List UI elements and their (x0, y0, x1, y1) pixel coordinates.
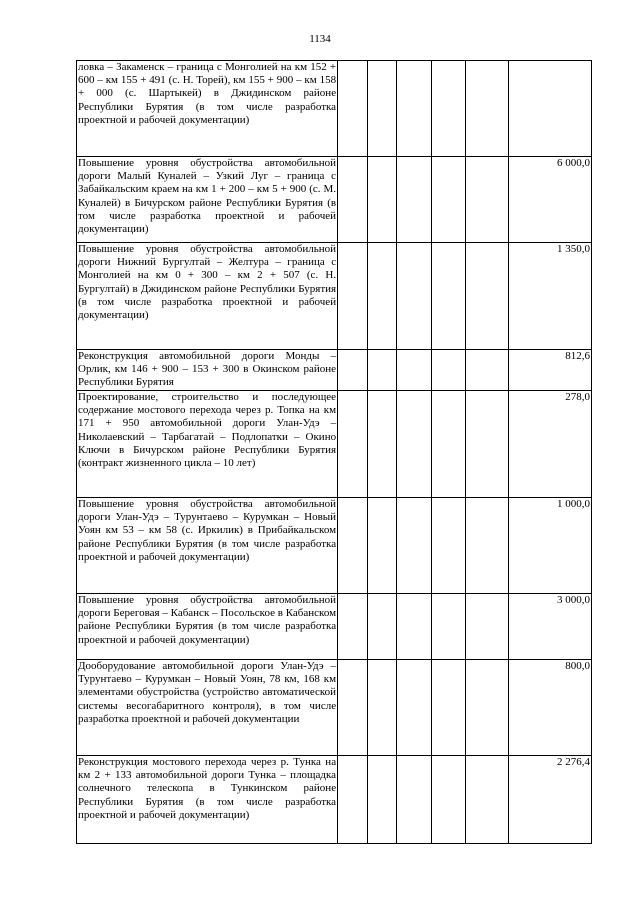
empty-cell (338, 498, 368, 594)
table-body (77, 61, 592, 844)
empty-cell (338, 594, 368, 660)
empty-cell (397, 660, 432, 756)
empty-cell (397, 157, 432, 243)
empty-cell (367, 243, 397, 350)
empty-cell (367, 391, 397, 498)
empty-cell (466, 756, 509, 844)
row-description: Повышение уровня обустройства автомобильной дороги Улан-Удэ – Турунтаево – Курумкан – Новый Уоян км 53 – км 58 (с. Иркилик) в Прибайкальском районе Республики Бурятия (в том числе разработка проектной и рабочей документации) (77, 498, 338, 594)
row-description: Повышение уровня обустройства автомобильной дороги Малый Куналей – Узкий Луг – граница с Забайкальским краем на км 1 + 200 – км 5 + 900 (с. М. Куналей) в Бичурском районе Республики Бурятия (в том числе разработка проектной и рабочей документации) (77, 157, 338, 243)
empty-cell (367, 350, 397, 391)
empty-cell (367, 498, 397, 594)
table-row (77, 157, 592, 243)
empty-cell (397, 61, 432, 157)
empty-cell (367, 61, 397, 157)
empty-cell (397, 756, 432, 844)
empty-cell (397, 391, 432, 498)
row-description: Реконструкция мостового перехода через р. Тунка на км 2 + 133 автомобильной дороги Тунка – площадка солнечного телескопа в Тункинском районе Республики Бурятия (в том числе разработка проектной и рабочей документации) (77, 756, 338, 844)
empty-cell (432, 350, 466, 391)
empty-cell (466, 157, 509, 243)
empty-cell (397, 498, 432, 594)
empty-cell (466, 594, 509, 660)
row-amount: 1 000,0 (509, 498, 592, 594)
empty-cell (367, 157, 397, 243)
empty-cell (397, 350, 432, 391)
table-row (77, 350, 592, 391)
empty-cell (432, 157, 466, 243)
row-description: Проектирование, строительство и последующее содержание мостового перехода через р. Топка на км 171 + 950 автомобильной дороги Улан-Удэ – Николаевский – Тарбагатай – Подлопатки – Окино Ключи в Бичурском районе Республики Бурятия (контракт жизненного цикла – 10 лет) (77, 391, 338, 498)
empty-cell (338, 350, 368, 391)
empty-cell (397, 243, 432, 350)
table-row (77, 243, 592, 350)
empty-cell (338, 157, 368, 243)
empty-cell (466, 498, 509, 594)
row-description: ловка – Закаменск – граница с Монголией на км 152 + 600 – км 155 + 491 (с. Н. Торей), км 155 + 900 – км 158 + 000 (с. Шартыкей) в Джидинском районе Республики Бурятия (в том числе разработка проектной и рабочей документации) (77, 61, 338, 157)
page-number: 1134 (309, 33, 331, 45)
budget-table (76, 60, 592, 844)
row-amount: 800,0 (509, 660, 592, 756)
empty-cell (466, 61, 509, 157)
empty-cell (432, 756, 466, 844)
empty-cell (432, 61, 466, 157)
empty-cell (432, 594, 466, 660)
row-amount: 3 000,0 (509, 594, 592, 660)
row-description: Дооборудование автомобильной дороги Улан-Удэ – Турунтаево – Курумкан – Новый Уоян, 78 км, 168 км элементами обустройства (устройство автоматической системы весогабаритного контроля), в том числе разработка проектной и рабочей документации (77, 660, 338, 756)
table-row (77, 391, 592, 498)
empty-cell (432, 243, 466, 350)
empty-cell (466, 350, 509, 391)
table-row (77, 61, 592, 157)
row-amount: 812,6 (509, 350, 592, 391)
empty-cell (397, 594, 432, 660)
empty-cell (432, 498, 466, 594)
empty-cell (338, 391, 368, 498)
table-row (77, 498, 592, 594)
empty-cell (338, 243, 368, 350)
table-row (77, 660, 592, 756)
row-amount: 2 276,4 (509, 756, 592, 844)
empty-cell (367, 756, 397, 844)
row-description: Повышение уровня обустройства автомобильной дороги Береговая – Кабанск – Посольское в Кабанском районе Республики Бурятия (в том числе разработка проектной и рабочей документации) (77, 594, 338, 660)
empty-cell (367, 660, 397, 756)
empty-cell (338, 61, 368, 157)
empty-cell (367, 594, 397, 660)
empty-cell (466, 243, 509, 350)
row-amount (509, 61, 592, 157)
table-row (77, 594, 592, 660)
row-amount: 278,0 (509, 391, 592, 498)
empty-cell (338, 756, 368, 844)
row-amount: 1 350,0 (509, 243, 592, 350)
row-amount: 6 000,0 (509, 157, 592, 243)
empty-cell (466, 660, 509, 756)
table-row (77, 756, 592, 844)
empty-cell (432, 660, 466, 756)
row-description: Реконструкция автомобильной дороги Монды – Орлик, км 146 + 900 – 153 + 300 в Окинском районе Республики Бурятия (77, 350, 338, 391)
row-description: Повышение уровня обустройства автомобильной дороги Нижний Бургултай – Желтура – граница с Монголией на км 0 + 300 – км 2 + 507 (с. Н. Бургултай) в Джидинском районе Республики Бурятия (в том числе разработка проектной и рабочей документации) (77, 243, 338, 350)
empty-cell (432, 391, 466, 498)
empty-cell (338, 660, 368, 756)
empty-cell (466, 391, 509, 498)
